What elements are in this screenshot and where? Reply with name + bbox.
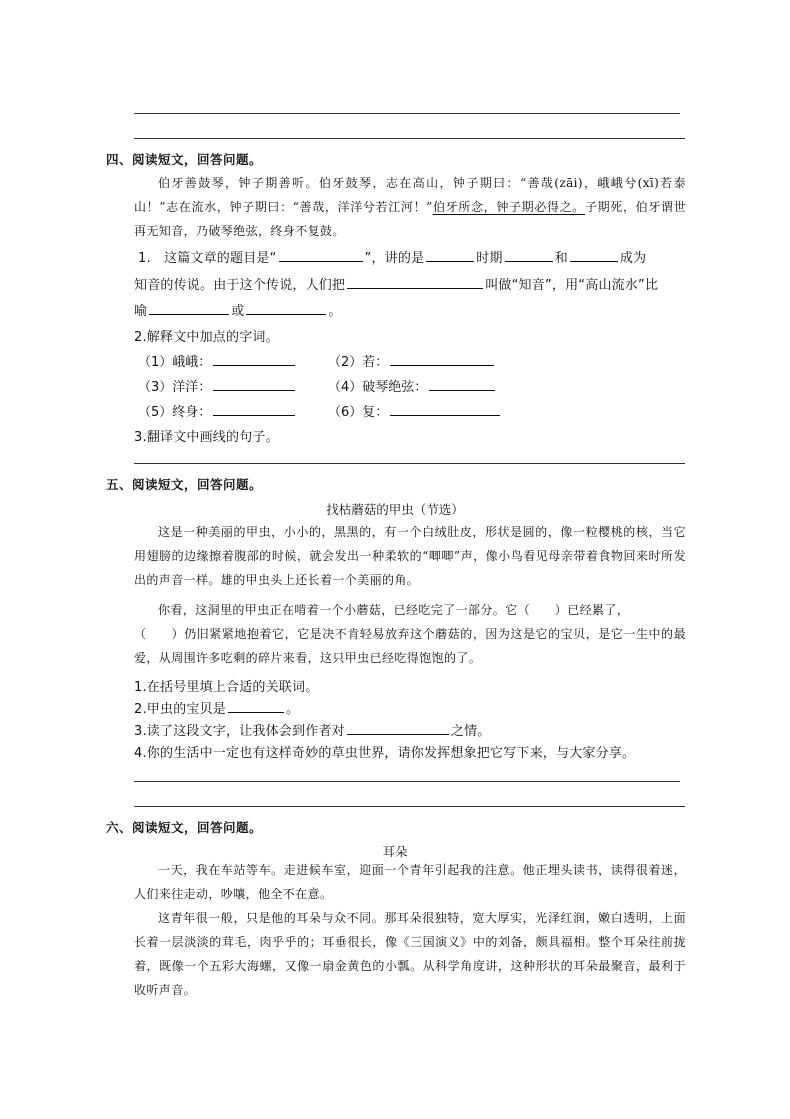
answer-blank[interactable]: [213, 401, 295, 416]
section-5-passage-3: [134, 622, 686, 670]
question-5-3: [134, 720, 490, 739]
section-5-passage-2: [134, 598, 686, 622]
section-6-heading: 六、阅读短文，回答问题。: [106, 820, 263, 835]
answer-blank[interactable]: [347, 720, 449, 735]
question-text: 3.读了这段文字，让我体会到作者对: [134, 724, 345, 739]
sub-label: （6）复：: [328, 405, 389, 420]
question-text: 喻: [134, 304, 148, 319]
answer-blank[interactable]: [505, 247, 553, 262]
sub-question-6: [328, 401, 502, 420]
sub-label: （5）终身：: [138, 405, 212, 420]
answer-line[interactable]: [134, 806, 685, 807]
sub-question-4: [328, 376, 497, 395]
answer-blank[interactable]: [149, 300, 229, 315]
question-text: 和: [554, 251, 568, 266]
paragraph: 一天，我在车站等车。走进候车室，迎面一个青年引起我的注意。他正埋头读书，读得很着迷，人们来往走动，吵嚷，他全不在意。: [134, 863, 686, 901]
question-text: 时期: [476, 251, 503, 266]
answer-blank[interactable]: [390, 351, 494, 366]
sub-question-5: [138, 401, 297, 420]
answer-line: [134, 138, 685, 139]
question-4-1-cont2: [134, 300, 342, 319]
underlined-sentence: 伯牙所念，钟子期必得之。: [432, 200, 585, 214]
paragraph: （ ）仍旧紧紧地抱着它，它是决不肯轻易放弃这个蘑菇的，因为这是它的宝贝，是它一生中的最爱，从周围许多吃剩的碎片来看，这只甲虫已经吃得饱饱的了。: [134, 627, 686, 665]
answer-blank[interactable]: [429, 376, 495, 391]
question-4-1: [138, 247, 646, 266]
question-text: 之情。: [450, 724, 491, 739]
sub-label: （4）破琴绝弦：: [328, 380, 428, 395]
answer-blank[interactable]: [228, 698, 284, 713]
paragraph: 这青年很一般，只是他的耳朵与众不同。那耳朵很独特，宽大厚实，光泽红润，嫩白透明，上面长着一层淡淡的茸毛，肉乎乎的；耳垂很长，像《三国演义》中的刘备，颇具福相。整个耳朵往前拢着，既像一个五彩大海螺，又像一扇金黄色的小瓢。从科学角度讲，这种形状的耳朵最聚音，最利于收听声音。: [134, 911, 686, 997]
question-text: 1. 这篇文章的题目是“: [138, 251, 277, 266]
passage-title: 找枯蘑菇的甲虫（节选）: [326, 502, 464, 517]
question-4-1-cont: [134, 274, 658, 293]
sub-question-3: [138, 376, 297, 395]
question-text: 成为: [619, 251, 647, 266]
question-4-3: 3.翻译文中画线的句子。: [134, 430, 279, 445]
passage-title: 耳朵: [382, 844, 408, 859]
passage-sentence: 伯牙善鼓琴，钟子期善听。伯牙鼓琴，志在高山，钟子期曰：“善哉(zāi)，峨峨兮(xī)若泰山！”志在流水，钟子期曰：“善哉，洋洋兮若江河！”: [134, 176, 686, 214]
section-4-passage: [134, 171, 686, 243]
answer-blank[interactable]: [347, 274, 483, 289]
section-5-heading: 五、阅读短文，回答问题。: [106, 477, 263, 492]
answer-line[interactable]: [134, 781, 680, 782]
sub-question-2: [328, 351, 496, 370]
passage-sentence: 子期死，伯牙谓世再无知音，乃破琴绝弦，终身不复鼓。: [134, 200, 687, 238]
question-text: 叫做“知音”，用“高山流水”比: [485, 278, 659, 293]
question-text: ”，讲的是: [364, 251, 425, 266]
answer-blank[interactable]: [213, 351, 295, 366]
answer-blank[interactable]: [426, 247, 474, 262]
question-4-2: 2.解释文中加点的字词。: [134, 330, 279, 345]
answer-line: [134, 113, 680, 114]
answer-blank[interactable]: [213, 376, 295, 391]
section-6-passage: [134, 858, 686, 1002]
question-5-2: [134, 698, 299, 717]
sub-label: （1）峨峨：: [138, 355, 212, 370]
sub-label: （3）洋洋：: [138, 380, 212, 395]
answer-blank[interactable]: [279, 247, 363, 262]
question-5-1: 1.在括号里填上合适的关联词。: [134, 680, 319, 695]
section-5-passage: [134, 520, 686, 592]
question-text: 知音的传说。由于这个传说，人们把: [134, 278, 346, 293]
answer-blank[interactable]: [570, 247, 618, 262]
paragraph: 这是一种美丽的甲虫，小小的，黑黑的，有一个白绒肚皮，形状是圆的，像一粒樱桃的核，当它用翅膀的边缘擦着腹部的时候，就会发出一种柔软的“唧唧”声，像小鸟看见母亲带着食物回来时所发出的声音一样。雄的甲虫头上还长着一个美丽的角。: [134, 525, 686, 587]
answer-blank[interactable]: [390, 401, 500, 416]
sub-question-1: [138, 351, 297, 370]
question-text: 2.甲虫的宝贝是: [134, 702, 227, 717]
question-text: 或: [231, 304, 245, 319]
answer-blank[interactable]: [246, 300, 326, 315]
answer-line[interactable]: [134, 463, 685, 464]
question-5-4: 4.你的生活中一定也有这样奇妙的草虫世界，请你发挥想象把它写下来，与大家分享。: [134, 746, 636, 761]
section-4-heading: 四、阅读短文，回答问题。: [106, 152, 263, 167]
question-text: 。: [286, 702, 300, 717]
paragraph: 你看，这洞里的甲虫正在啃着一个小蘑菇，已经吃完了一部分。它（ ）已经累了，: [158, 603, 630, 617]
sub-label: （2）若：: [328, 355, 389, 370]
question-text: 。: [328, 304, 342, 319]
